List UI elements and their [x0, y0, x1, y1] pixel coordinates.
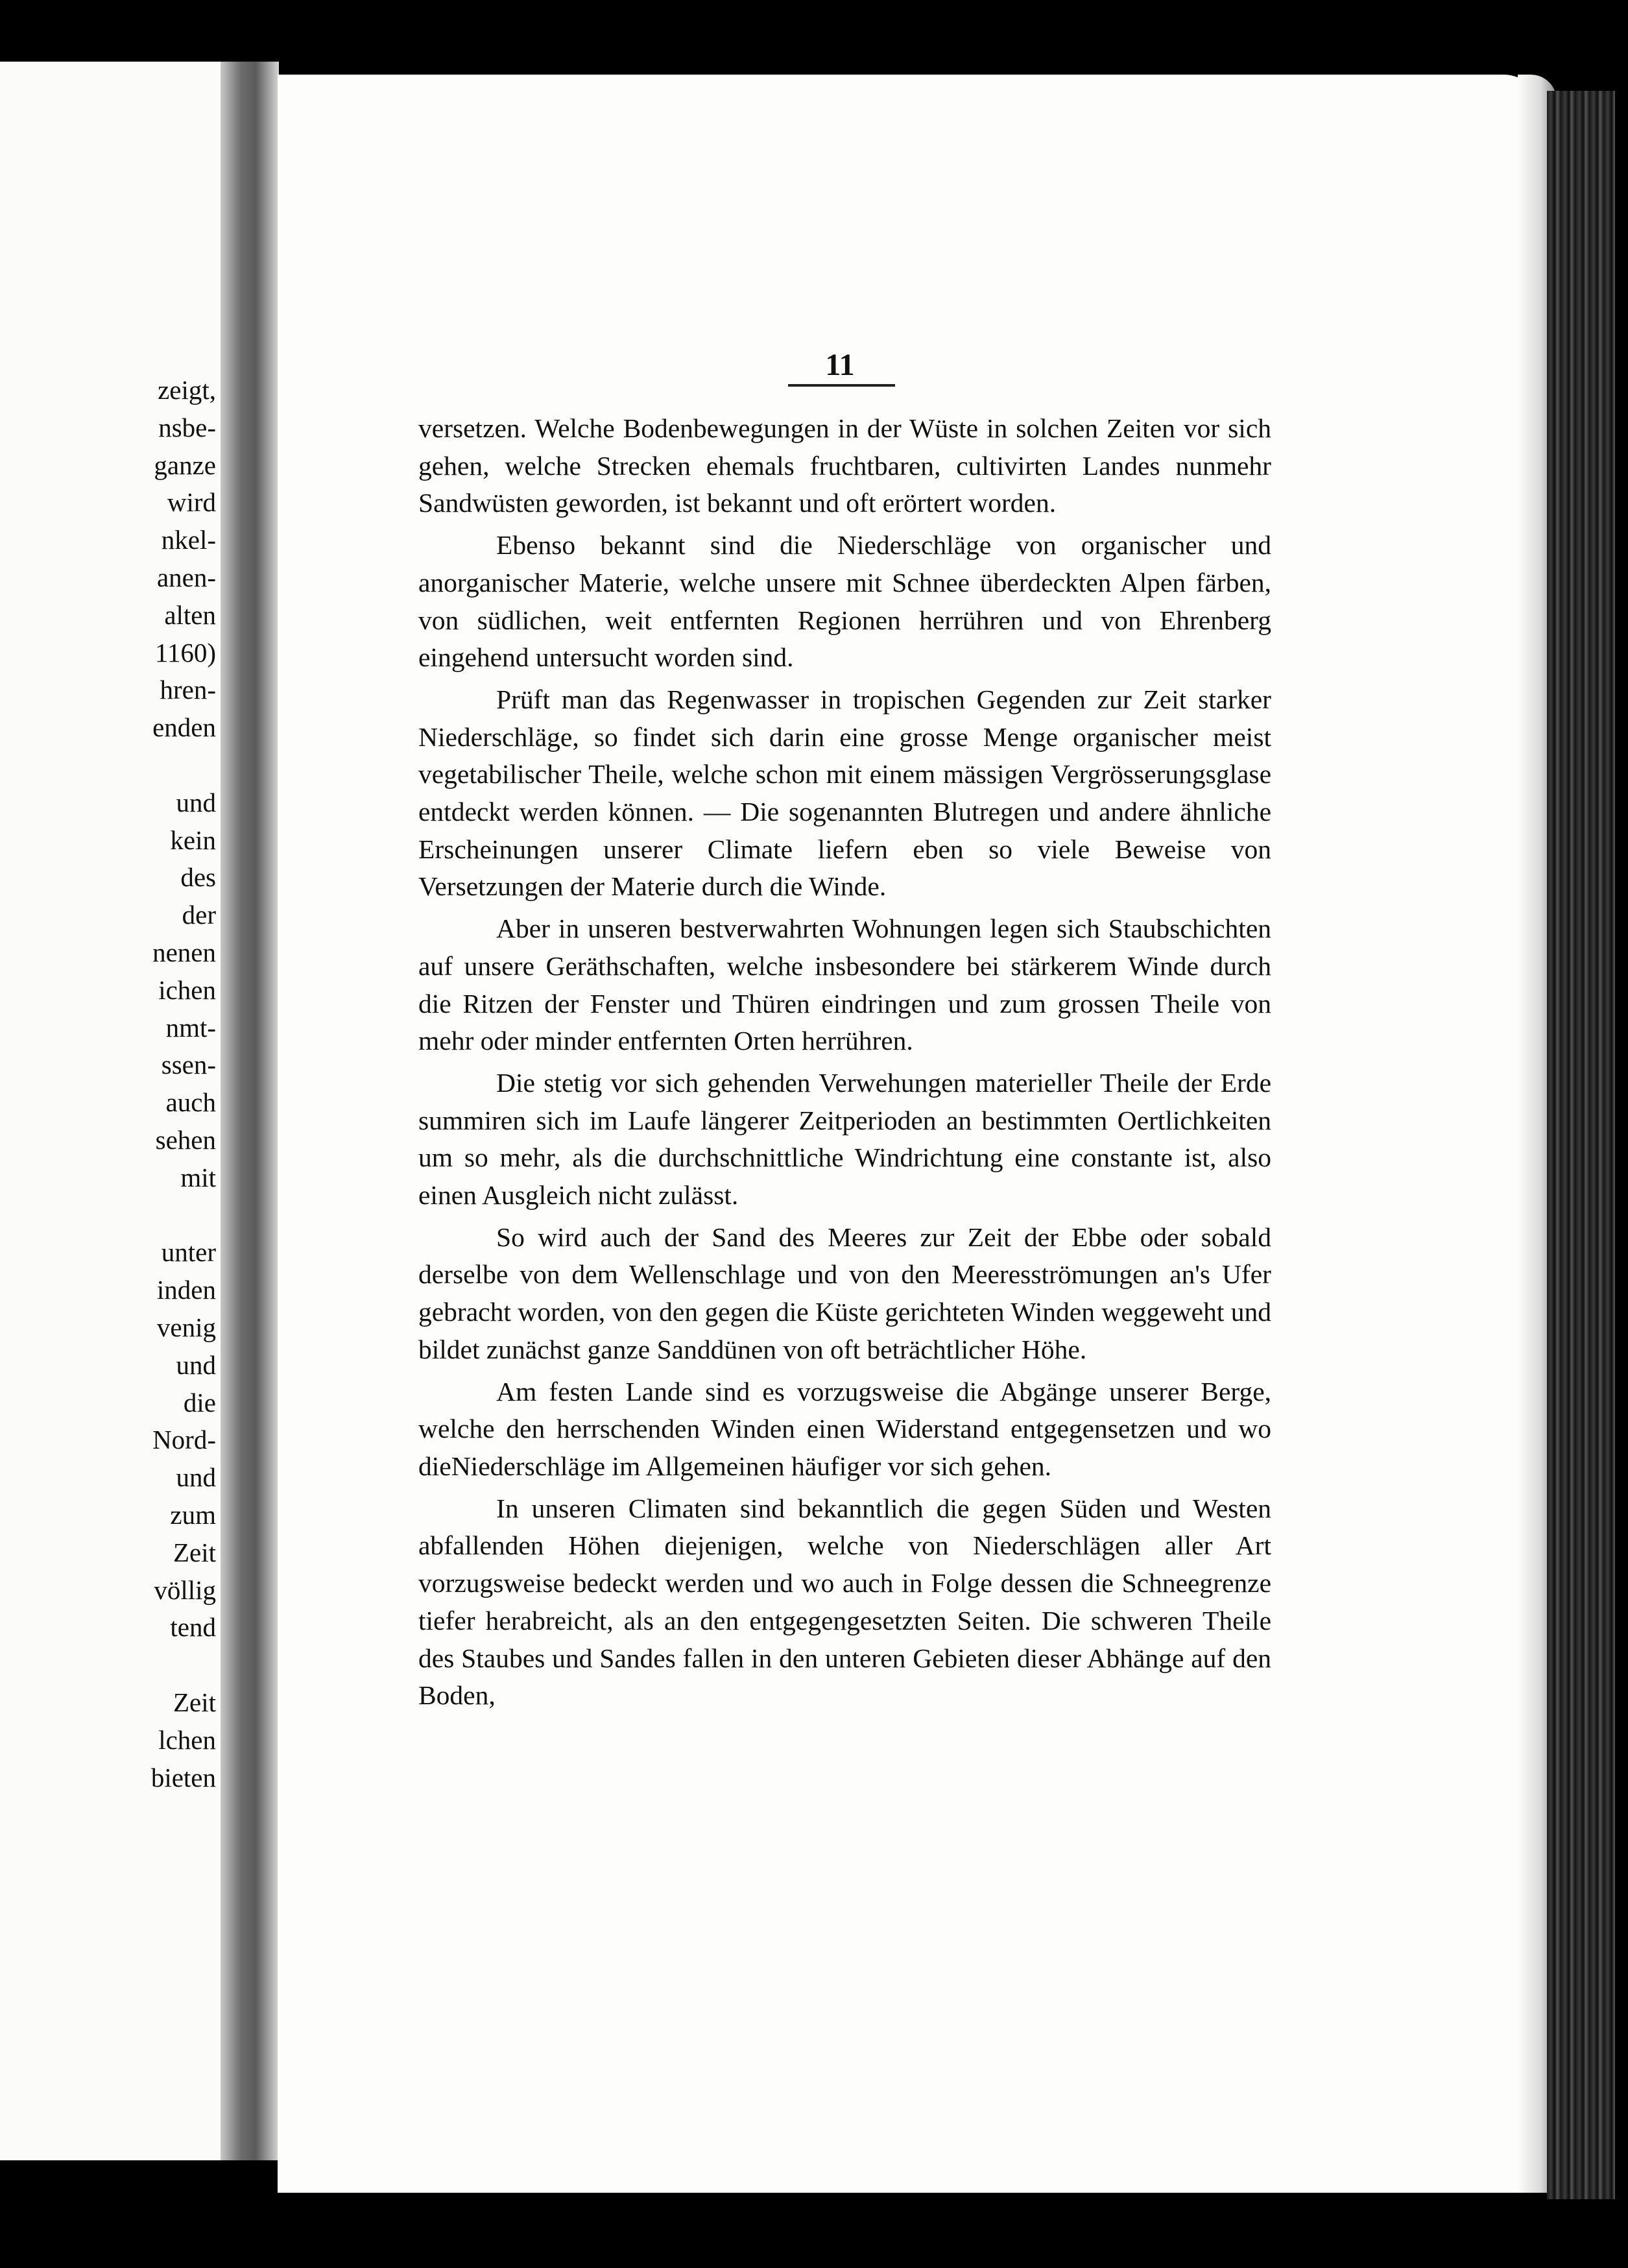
- previous-page-line: ichen: [158, 974, 216, 1005]
- book-edge: [1547, 91, 1615, 2199]
- paragraph: Prüft man das Regenwasser in tropischen Gegenden zur Zeit starker Niederschläge, so findet sich darin eine grosse Menge organischer meist vegetabilischer Theile, welche schon mit einem mässigen Vergrösserungsglase entdeckt werden können. — Die sogenannten Blutregen und andere ähnliche Erscheinungen unserer Climate liefern eben so viele Beweise von Versetzungen der Materie durch die Winde.: [418, 684, 1271, 902]
- previous-page-line: und: [176, 1349, 216, 1380]
- previous-page-line: zum: [170, 1500, 216, 1530]
- paragraph: Aber in unseren bestverwahrten Wohnungen legen sich Staubschichten auf unsere Geräthschaften, welche insbesondere bei stärkerem Winde durch die Ritzen der Fenster und Thüren eindringen und zum grossen Theile von mehr oder minder entfernten Orten herrühren.: [418, 913, 1271, 1056]
- page-number-rule: [788, 384, 895, 387]
- previous-page-line: inden: [156, 1275, 216, 1305]
- previous-page-line: zeigt,: [158, 375, 216, 405]
- paragraph: Ebenso bekannt sind die Niederschläge von organischer und anorganischer Materie, welche unsere mit Schnee überdeckten Alpen färben, von südlichen, weit entfernten Regionen herrühren und von Ehrenberg eingehend untersucht worden sind.: [418, 530, 1271, 673]
- previous-page-line: völlig: [154, 1574, 216, 1605]
- previous-page-line: die: [183, 1387, 216, 1418]
- paragraph: Die stetig vor sich gehenden Verwehungen materieller Theile der Erde summiren sich im Laufe längerer Zeitperioden an bestimmten Oertlichkeiten um so mehr, als die durchschnittliche Windrichtung eine constante ist, also einen Ausgleich nicht zulässt.: [418, 1067, 1271, 1211]
- body-text: [418, 410, 1271, 1715]
- paragraph: In unseren Climaten sind bekanntlich die gegen Süden und Westen abfallenden Höhen diejenigen, welche von Niederschlägen aller Art vorzugsweise bedeckt werden und wo auch in Folge dessen die Schneegrenze tiefer herabreicht, als an den entgegengesetzten Seiten. Die schweren Theile des Staubes und Sandes fallen in den unteren Gebieten dieser Abhänge auf den Boden,: [418, 1493, 1271, 1711]
- previous-page-line: Zeit: [173, 1537, 216, 1567]
- previous-page-line: ssen-: [161, 1050, 216, 1080]
- paragraph: versetzen. Welche Bodenbewegungen in der Wüste in solchen Zeiten vor sich gehen, welche Strecken ehemals fruchtbaren, cultivirten Landes nunmehr Sandwüsten geworden, ist bekannt und oft erörtert worden.: [418, 413, 1271, 518]
- previous-page-line: und: [176, 1462, 216, 1493]
- previous-page-line: bieten: [150, 1762, 216, 1792]
- previous-page-line: des: [180, 862, 216, 893]
- previous-page-line: kein: [170, 825, 216, 855]
- previous-page-line: unter: [161, 1237, 216, 1268]
- previous-page-line: anen-: [156, 562, 216, 592]
- previous-page-line: sehen: [155, 1125, 216, 1155]
- paragraph: Am festen Lande sind es vorzugsweise die Abgänge unserer Berge, welche den herrschenden Winden einen Widerstand entgegensetzen und wo dieNiederschläge im Allgemeinen häufiger vor sich gehen.: [418, 1376, 1271, 1481]
- previous-page-line: der: [182, 900, 216, 930]
- previous-page-line: alten: [164, 599, 216, 630]
- previous-page-line: nsbe-: [158, 412, 216, 442]
- book-gutter: [221, 62, 279, 2160]
- previous-page-line: und: [176, 787, 216, 817]
- previous-page-line: auch: [165, 1087, 216, 1118]
- previous-page-line: Zeit: [173, 1687, 216, 1717]
- previous-page-line: lchen: [158, 1724, 216, 1755]
- previous-page-line: nenen: [152, 937, 216, 967]
- previous-page-line: tend: [170, 1612, 216, 1643]
- page-number: 11: [825, 348, 855, 382]
- previous-page-line: hren-: [160, 675, 216, 705]
- paragraph: So wird auch der Sand des Meeres zur Zeit der Ebbe oder sobald derselbe von dem Wellenschlage und von den Meeresströmungen an's Ufer gebracht worden, von den gegen die Küste gerichteten Winden weggeweht und bildet zunächst ganze Sanddünen von oft beträchtlicher Höhe.: [418, 1222, 1271, 1364]
- previous-page-line: wird: [167, 487, 216, 518]
- previous-page-line: ganze: [154, 450, 216, 480]
- previous-page-line: 1160): [154, 637, 216, 668]
- previous-page: [0, 62, 224, 2160]
- previous-page-line: mit: [180, 1162, 216, 1192]
- previous-page-line: Nord-: [152, 1425, 216, 1455]
- previous-page-line: nkel-: [161, 525, 216, 555]
- previous-page-line: venig: [156, 1312, 216, 1342]
- previous-page-line: nmt-: [165, 1012, 216, 1043]
- previous-page-line: enden: [152, 712, 216, 743]
